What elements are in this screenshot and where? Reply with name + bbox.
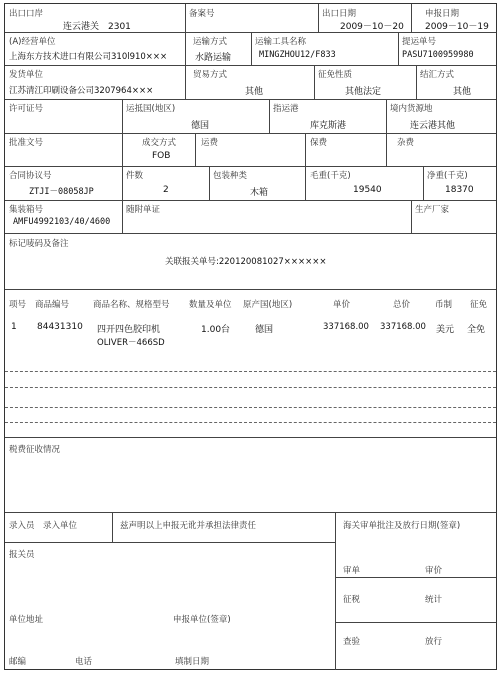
col-divider [398, 32, 399, 65]
shipper-label: 发货单位 [9, 70, 44, 80]
col-divider [209, 166, 210, 200]
goods-origin: 德国 [255, 325, 274, 335]
package-value: 木箱 [250, 188, 269, 198]
phone-label: 电话 [75, 657, 93, 667]
goods-header-unit-price: 单价 [333, 300, 351, 310]
fill-date-label: 填制日期 [175, 657, 210, 667]
dashed-divider [5, 387, 496, 388]
row-divider [5, 99, 496, 100]
col-divider [185, 65, 186, 99]
review-label: 审单 [343, 566, 361, 576]
col-divider [122, 133, 123, 166]
contract-value: ZTJI－08058JP [29, 187, 94, 197]
goods-total: 337168.00 [380, 322, 426, 332]
col-divider [185, 32, 186, 65]
pieces-value: 2 [163, 185, 169, 195]
gross-weight-label: 毛重(千克) [310, 171, 351, 181]
entry-person-label: 录入员 录入单位 [9, 521, 78, 531]
footer-right-divider [335, 622, 496, 623]
row-divider [5, 512, 496, 513]
goods-name: 四开四色胶印机 [97, 325, 161, 335]
release-label: 放行 [425, 637, 443, 647]
col-divider [416, 65, 417, 99]
col-divider [423, 166, 424, 200]
col-divider [122, 99, 123, 133]
dest-value: 德国 [191, 121, 210, 131]
transport-label: 运输方式 [193, 37, 228, 47]
goods-header-code: 商品编号 [35, 300, 70, 310]
goods-header-name: 商品名称、规格型号 [93, 300, 170, 310]
col-divider [112, 512, 113, 542]
declare-date-value: 2009－10－19 [425, 22, 489, 32]
bill-label: 提运单号 [402, 37, 437, 47]
col-divider [269, 99, 270, 133]
transport-value: 水路运输 [195, 53, 232, 63]
port-value: 库克斯港 [310, 121, 347, 131]
col-divider [122, 166, 123, 200]
dashed-divider [5, 422, 496, 423]
price-review-label: 审价 [425, 566, 443, 576]
net-weight-value: 18370 [445, 185, 474, 195]
col-divider [335, 512, 336, 670]
misc-label: 杂费 [397, 138, 415, 148]
bill-value: PASU7100959980 [402, 50, 474, 60]
dashed-divider [5, 371, 496, 372]
export-port-label: 出口口岸 [9, 9, 44, 19]
vehicle-label: 运输工具名称 [255, 37, 307, 47]
col-divider [386, 133, 387, 166]
goods-header-exempt: 征免 [470, 300, 488, 310]
declaration-text: 兹声明以上申报无讹并承担法律责任 [120, 521, 257, 531]
docs-label: 随附单证 [126, 205, 161, 215]
row-divider [5, 233, 496, 234]
goods-header-total: 总价 [393, 300, 411, 310]
freight-label: 运费 [201, 138, 219, 148]
goods-qty: 1.00台 [201, 325, 231, 335]
customs-approval-label: 海关审单批注及放行日期(签章) [343, 521, 461, 531]
statistics-label: 统计 [425, 595, 443, 605]
declare-date-label: 申报日期 [425, 9, 460, 19]
col-divider [305, 166, 306, 200]
net-weight-label: 净重(千克) [427, 171, 468, 181]
marks-value: 关联报关单号:220120081027×××××× [165, 257, 327, 267]
row-divider [5, 65, 496, 66]
row-divider [5, 437, 496, 438]
operator-value: 上海东方技术进口有限公司310l910××× [9, 52, 168, 62]
contract-label: 合同协议号 [9, 171, 52, 181]
manufacturer-label: 生产厂家 [415, 205, 450, 215]
source-value: 连云港其他 [410, 121, 456, 131]
settle-value: 其他 [453, 87, 472, 97]
trade-label: 贸易方式 [193, 70, 228, 80]
footer-left-divider [5, 542, 335, 543]
col-divider [185, 4, 186, 32]
dashed-divider [5, 407, 496, 408]
declare-unit-label: 申报单位(签章) [173, 615, 231, 625]
postcode-label: 邮编 [9, 657, 27, 667]
declarant-label: 报关员 [9, 550, 35, 560]
col-divider [122, 200, 123, 233]
tax-label: 征税 [343, 595, 361, 605]
col-divider [251, 32, 252, 65]
goods-header-currency: 币制 [435, 300, 453, 310]
vehicle-value: MINGZHOU12/F833 [259, 50, 336, 60]
col-divider [314, 65, 315, 99]
unit-address-label: 单位地址 [9, 615, 44, 625]
goods-code: 84431310 [37, 322, 83, 332]
tax-collection-label: 税费征收情况 [9, 445, 61, 455]
col-divider [318, 4, 319, 32]
goods-model: OLIVER－466SD [97, 338, 165, 348]
goods-item: 1 [11, 322, 17, 332]
marks-label: 标记唛码及备注 [9, 239, 69, 249]
customs-declaration-form [4, 3, 497, 670]
record-no-label: 备案号 [189, 9, 215, 19]
col-divider [195, 133, 196, 166]
goods-header-qty: 数量及单位 [189, 300, 232, 310]
goods-currency: 美元 [436, 325, 455, 335]
goods-exempt: 全免 [467, 325, 486, 335]
tax-nature-label: 征免性质 [318, 70, 353, 80]
pieces-label: 件数 [126, 171, 144, 181]
col-divider [411, 4, 412, 32]
export-date-value: 2009－10－20 [340, 22, 404, 32]
package-label: 包装种类 [213, 171, 248, 181]
insurance-label: 保费 [310, 138, 328, 148]
goods-header-item: 项号 [9, 300, 27, 310]
source-label: 境内货源地 [390, 104, 433, 114]
dest-label: 运抵国(地区) [126, 104, 176, 114]
tax-nature-value: 其他法定 [345, 87, 382, 97]
export-date-label: 出口日期 [322, 9, 357, 19]
license-label: 许可证号 [9, 104, 44, 114]
goods-unit-price: 337168.00 [323, 322, 369, 332]
export-port-value: 连云港关 2301 [63, 22, 131, 32]
approval-label: 批准文号 [9, 138, 44, 148]
port-label: 指运港 [273, 104, 299, 114]
deal-value: FOB [152, 151, 171, 161]
operator-label: (A)经营单位 [9, 37, 56, 47]
container-value: AMFU4992103/40/4600 [13, 217, 111, 227]
col-divider [386, 99, 387, 133]
shipper-value: 江苏清江印刷设备公司3207964××× [9, 86, 154, 96]
gross-weight-value: 19540 [353, 185, 382, 195]
trade-value: 其他 [245, 87, 264, 97]
deal-label: 成交方式 [142, 138, 177, 148]
footer-right-divider [335, 577, 496, 578]
row-divider [5, 200, 496, 201]
settle-label: 结汇方式 [420, 70, 455, 80]
row-divider [5, 289, 496, 290]
col-divider [411, 200, 412, 233]
container-label: 集装箱号 [9, 205, 44, 215]
goods-header-origin: 原产国(地区) [243, 300, 293, 310]
row-divider [5, 133, 496, 134]
col-divider [305, 133, 306, 166]
inspection-label: 查验 [343, 637, 361, 647]
